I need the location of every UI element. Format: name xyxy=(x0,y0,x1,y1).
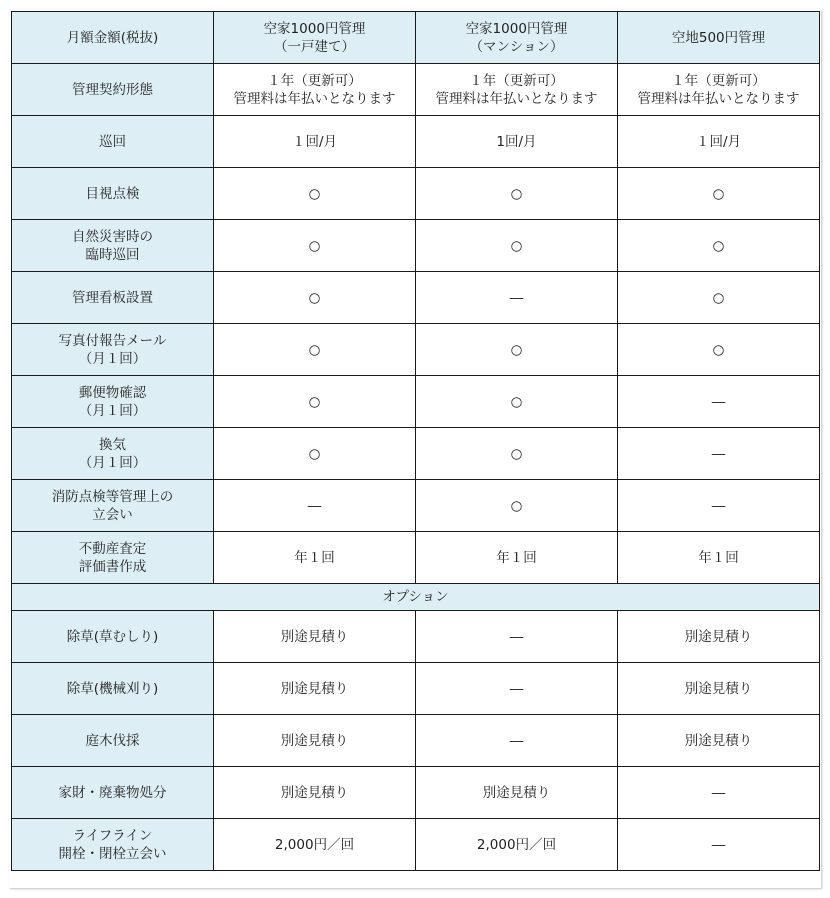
cell-text-line: 除草(草むしり) xyxy=(66,628,159,645)
option-section-title: オプション xyxy=(12,584,820,611)
cell-text-line: 年１回 xyxy=(496,549,537,566)
option-label-cell xyxy=(12,767,214,819)
cell-text-line: 換気 xyxy=(99,436,126,453)
table-row xyxy=(12,532,820,584)
value-cell xyxy=(416,480,618,532)
cell-text-line: 別途見積り xyxy=(684,732,753,749)
value-cell xyxy=(618,220,820,272)
option-value-cell xyxy=(618,611,820,663)
table-row xyxy=(12,480,820,532)
table-row xyxy=(12,428,820,480)
cell-text-line: 空家1000円管理 xyxy=(465,20,568,37)
cell-text-line: 評価書作成 xyxy=(78,558,147,575)
cell-text-line: 1回/月 xyxy=(496,133,537,150)
value-cell xyxy=(618,168,820,220)
value-cell xyxy=(214,532,416,584)
table-row xyxy=(12,272,820,324)
cell-text-line: ― xyxy=(509,289,524,306)
option-row xyxy=(12,663,820,715)
option-value-cell xyxy=(618,819,820,871)
cell-text-line: 月額金額(税抜) xyxy=(66,29,159,46)
value-cell xyxy=(214,116,416,168)
cell-text-line: ― xyxy=(307,497,322,514)
value-cell xyxy=(618,116,820,168)
cell-text-line: １回/月 xyxy=(695,133,742,150)
cell-text-line: ― xyxy=(509,732,524,749)
cell-text-line: ○ xyxy=(308,341,321,358)
cell-text-line: ― xyxy=(711,497,726,514)
value-cell xyxy=(618,532,820,584)
value-cell xyxy=(416,532,618,584)
row-label-cell xyxy=(12,272,214,324)
cell-text-line: 2,000円／回 xyxy=(274,836,355,853)
option-value-cell xyxy=(416,715,618,767)
option-row xyxy=(12,767,820,819)
option-value-cell xyxy=(416,767,618,819)
option-value-cell xyxy=(214,611,416,663)
cell-text-line: 別途見積り xyxy=(482,784,551,801)
value-cell xyxy=(214,480,416,532)
cell-text-line: ○ xyxy=(712,185,725,202)
cell-text-line: 年１回 xyxy=(698,549,739,566)
cell-text-line: ○ xyxy=(510,185,523,202)
value-cell xyxy=(214,168,416,220)
cell-text-line: 2,000円／回 xyxy=(476,836,557,853)
pricing-table-body xyxy=(12,12,820,871)
value-cell xyxy=(416,220,618,272)
value-cell xyxy=(214,64,416,116)
row-label-cell xyxy=(12,220,214,272)
cell-text-line: ― xyxy=(711,445,726,462)
cell-text-line: 立会い xyxy=(92,506,133,523)
cell-text-line: （一戸建て） xyxy=(274,38,355,55)
plan-header-cell xyxy=(214,12,416,64)
value-cell xyxy=(618,480,820,532)
table-row xyxy=(12,168,820,220)
cell-text-line: 巡回 xyxy=(99,133,126,150)
cell-text-line: １回/月 xyxy=(291,133,338,150)
option-value-cell xyxy=(416,663,618,715)
header-label-cell xyxy=(12,12,214,64)
cell-text-line: ○ xyxy=(510,497,523,514)
cell-text-line: （月１回） xyxy=(78,402,147,419)
row-label-cell xyxy=(12,64,214,116)
cell-text-line: ○ xyxy=(308,445,321,462)
cell-text-line: 除草(機械刈り) xyxy=(66,680,159,697)
option-row xyxy=(12,819,820,871)
option-value-cell xyxy=(214,663,416,715)
cell-text-line: ○ xyxy=(308,289,321,306)
cell-text-line: 消防点検等管理上の xyxy=(51,488,174,505)
cell-text-line: 別途見積り xyxy=(280,732,349,749)
row-label-cell xyxy=(12,376,214,428)
value-cell xyxy=(416,324,618,376)
cell-text-line: ― xyxy=(711,836,726,853)
value-cell xyxy=(416,272,618,324)
row-label-cell xyxy=(12,168,214,220)
cell-text-line: ― xyxy=(509,680,524,697)
plan-header-cell xyxy=(416,12,618,64)
cell-text-line: ○ xyxy=(308,393,321,410)
value-cell xyxy=(416,168,618,220)
cell-text-line: 別途見積り xyxy=(280,784,349,801)
option-label-cell xyxy=(12,611,214,663)
option-label-cell xyxy=(12,663,214,715)
option-row xyxy=(12,611,820,663)
cell-text-line: ― xyxy=(711,784,726,801)
option-section-row xyxy=(12,584,820,611)
value-cell xyxy=(214,428,416,480)
cell-text-line: ○ xyxy=(308,185,321,202)
option-value-cell xyxy=(416,819,618,871)
cell-text-line: 目視点検 xyxy=(85,185,140,202)
cell-text-line: 別途見積り xyxy=(684,680,753,697)
cell-text-line: ― xyxy=(711,393,726,410)
cell-text-line: 庭木伐採 xyxy=(85,732,140,749)
value-cell xyxy=(416,64,618,116)
cell-text-line: 写真付報告メール xyxy=(58,332,167,349)
cell-text-line: 家財・廃棄物処分 xyxy=(58,784,167,801)
cell-text-line: 郵便物確認 xyxy=(78,384,147,401)
value-cell xyxy=(214,376,416,428)
cell-text-line: ○ xyxy=(510,445,523,462)
cell-text-line: ○ xyxy=(712,341,725,358)
option-value-cell xyxy=(618,767,820,819)
cell-text-line: 管理料は年払いとなります xyxy=(637,90,800,107)
cell-text-line: １年（更新可） xyxy=(267,72,362,89)
cell-text-line: 管理看板設置 xyxy=(72,289,153,306)
cell-text-line: 自然災害時の xyxy=(72,228,153,245)
cell-text-line: ○ xyxy=(510,393,523,410)
cell-text-line: 別途見積り xyxy=(280,628,349,645)
option-value-cell xyxy=(214,819,416,871)
value-cell xyxy=(618,64,820,116)
cell-text-line: ライフライン xyxy=(72,827,153,844)
plan-header-cell xyxy=(618,12,820,64)
value-cell xyxy=(416,116,618,168)
cell-text-line: ○ xyxy=(712,237,725,254)
pricing-table xyxy=(11,11,820,871)
cell-text-line: ○ xyxy=(510,237,523,254)
option-value-cell xyxy=(618,715,820,767)
cell-text-line: 別途見積り xyxy=(280,680,349,697)
value-cell xyxy=(416,428,618,480)
cell-text-line: 不動産査定 xyxy=(78,540,147,557)
table-row xyxy=(12,64,820,116)
cell-text-line: 年１回 xyxy=(294,549,335,566)
row-label-cell xyxy=(12,480,214,532)
header-row xyxy=(12,12,820,64)
table-row xyxy=(12,220,820,272)
cell-text-line: （月１回） xyxy=(78,350,147,367)
cell-text-line: ○ xyxy=(510,341,523,358)
value-cell xyxy=(618,428,820,480)
cell-text-line: 管理契約形態 xyxy=(72,81,153,98)
cell-text-line: 管理料は年払いとなります xyxy=(233,90,396,107)
value-cell xyxy=(618,376,820,428)
cell-text-line: （マンション） xyxy=(469,38,564,55)
table-row xyxy=(12,116,820,168)
option-value-cell xyxy=(214,715,416,767)
cell-text-line: 管理料は年払いとなります xyxy=(435,90,598,107)
cell-text-line: （月１回） xyxy=(78,454,147,471)
option-label-cell xyxy=(12,819,214,871)
value-cell xyxy=(214,324,416,376)
row-label-cell xyxy=(12,116,214,168)
option-value-cell xyxy=(618,663,820,715)
cell-text-line: １年（更新可） xyxy=(671,72,766,89)
row-label-cell xyxy=(12,532,214,584)
table-row xyxy=(12,324,820,376)
value-cell xyxy=(416,376,618,428)
cell-text-line: 空地500円管理 xyxy=(671,29,766,46)
value-cell xyxy=(214,220,416,272)
value-cell xyxy=(214,272,416,324)
cell-text-line: ― xyxy=(509,628,524,645)
cell-text-line: 開栓・閉栓立会い xyxy=(58,845,167,862)
row-label-cell xyxy=(12,324,214,376)
value-cell xyxy=(618,272,820,324)
cell-text-line: 臨時巡回 xyxy=(85,246,140,263)
cell-text-line: ○ xyxy=(308,237,321,254)
value-cell xyxy=(618,324,820,376)
option-row xyxy=(12,715,820,767)
cell-text-line: 別途見積り xyxy=(684,628,753,645)
option-value-cell xyxy=(416,611,618,663)
option-value-cell xyxy=(214,767,416,819)
option-label-cell xyxy=(12,715,214,767)
row-label-cell xyxy=(12,428,214,480)
table-row xyxy=(12,376,820,428)
cell-text-line: １年（更新可） xyxy=(469,72,564,89)
cell-text-line: ○ xyxy=(712,289,725,306)
cell-text-line: 空家1000円管理 xyxy=(263,20,366,37)
